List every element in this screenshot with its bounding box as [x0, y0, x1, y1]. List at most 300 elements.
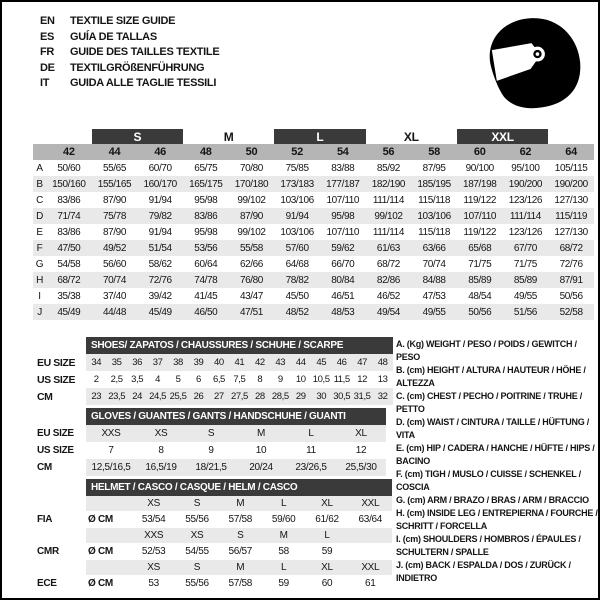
size-row — [37, 371, 393, 388]
measurement-value-cell: 50/56 — [457, 304, 503, 320]
measurement-value-cell: 68/72 — [548, 240, 594, 256]
measurement-value-cell: 60/64 — [194, 258, 218, 270]
helmet-value-cell: 54/55 — [185, 546, 209, 557]
measurement-value-cell: 65/68 — [457, 240, 503, 256]
helmet-value-cell: 59 — [321, 546, 333, 557]
measurement-value-cell: 87/90 — [102, 226, 126, 238]
measurement-value-cell: 119/122 — [463, 194, 497, 206]
language-list — [40, 14, 219, 92]
language-title: TEXTILGRÖßENFÜHRUNG — [70, 61, 205, 74]
measurement-value-cell: 85/89 — [503, 272, 549, 288]
size-group-row — [33, 129, 594, 144]
measurement-row — [33, 240, 594, 256]
standard-label-fia: FIA — [37, 511, 86, 528]
helmet-size-row — [37, 496, 392, 511]
language-row — [40, 30, 219, 46]
measurement-row — [33, 176, 594, 192]
helmet-value-cell: 55/56 — [185, 514, 209, 525]
measurement-value-cell: 50/56 — [559, 290, 583, 302]
size-value-cell: 13 — [377, 374, 388, 385]
helmet-value-cell: 58 — [278, 546, 289, 557]
measurement-value-cell: 41/45 — [194, 290, 218, 302]
helmet-size-cell: XL — [305, 560, 348, 575]
measurement-value-cell: 79/82 — [137, 208, 183, 224]
title-spacer — [37, 479, 86, 496]
measurement-value-cell: 49/54 — [366, 304, 412, 320]
size-group-spacer — [33, 129, 92, 144]
language-title: GUÍA DE TALLAS — [70, 30, 157, 43]
measurement-value-cell: 91/94 — [148, 226, 172, 238]
size-value-cell: 25,5 — [168, 388, 188, 405]
measurement-value-cell: 43/47 — [239, 290, 263, 302]
measurement-value-cell: 71/75 — [468, 258, 492, 270]
measurement-value-cell: 160/170 — [137, 176, 183, 192]
helmet-value-cell: 53/54 — [141, 514, 166, 525]
measurement-value-cell: 51/54 — [137, 240, 183, 256]
size-value-cell: 12,5/16,5 — [86, 459, 136, 476]
size-value-cell: 8 — [158, 445, 164, 456]
diameter-spacer — [86, 560, 132, 575]
row-label: CM — [37, 459, 86, 476]
measurement-value-cell: 61/63 — [366, 240, 412, 256]
helmet-size-cell: XS — [132, 560, 175, 575]
language-title: TEXTILE SIZE GUIDE — [70, 15, 176, 27]
measurement-value-cell: 64/68 — [285, 258, 309, 270]
size-value-cell: 12 — [357, 374, 367, 385]
measurement-value-cell: 57/60 — [274, 240, 320, 256]
measurement-value-cell: 63/66 — [411, 240, 457, 256]
size-value-cell: 24,5 — [147, 388, 167, 405]
row-label: US SIZE — [37, 371, 86, 388]
measurement-value-cell: 165/175 — [183, 176, 229, 192]
measurement-row — [33, 256, 594, 272]
measurement-value-cell: 35/38 — [57, 290, 81, 302]
measurement-value-cell: 48/52 — [274, 304, 320, 320]
measurement-value-cell: 123/126 — [508, 226, 543, 238]
legend-item: C. (cm) CHEST / PECHO / POITRINE / TRUHE / PETTO — [396, 391, 583, 414]
size-value-cell: 7 — [108, 445, 114, 456]
row-label: US SIZE — [37, 442, 86, 459]
measurement-value-cell: 50/60 — [57, 162, 81, 174]
measurement-value-cell: 70/74 — [422, 258, 446, 270]
size-value-cell: 20/24 — [236, 459, 286, 476]
measurement-value-cell: 87/90 — [102, 194, 126, 206]
measurement-value-cell: 60/70 — [148, 162, 172, 174]
language-row — [40, 14, 219, 30]
measurement-value-cell: 115/118 — [418, 194, 451, 206]
measurement-value-cell: 48/53 — [320, 304, 366, 320]
table-title-row — [37, 479, 392, 496]
size-value-cell: 43 — [270, 354, 290, 371]
size-group-xl: XL — [403, 129, 419, 144]
size-value-cell: 32 — [372, 388, 393, 405]
measurement-letter: A — [36, 162, 43, 174]
measurement-value-cell: 177/187 — [320, 176, 366, 192]
measurement-value-cell: 187/198 — [457, 176, 503, 192]
measurement-row — [33, 192, 594, 208]
measurement-value-cell: 45/50 — [285, 290, 309, 302]
helmet-size-cell: XXS — [132, 528, 175, 543]
textile-table-head — [33, 129, 594, 160]
shoes-table-body — [37, 337, 393, 405]
size-group-m: M — [223, 129, 234, 144]
helmet-size-cell: XS — [132, 496, 175, 511]
gloves-size-table — [37, 408, 386, 476]
size-value-cell: 30 — [311, 388, 331, 405]
measurement-value-cell: 44/48 — [92, 304, 138, 320]
measurement-value-cell: 111/114 — [503, 208, 549, 224]
corner-cell — [33, 144, 46, 160]
measurement-value-cell: 48/54 — [468, 290, 492, 302]
measurement-value-cell: 107/110 — [326, 226, 360, 238]
measurement-value-cell: 103/106 — [411, 208, 457, 224]
measurement-value-cell: 56/60 — [102, 258, 126, 270]
language-title: GUIDA ALLE TAGLIE TESSILI — [70, 77, 217, 89]
size-value-cell: 27,5 — [229, 388, 249, 405]
measurement-value-cell: 66/70 — [331, 258, 355, 270]
helmet-value-cell: 63/64 — [358, 514, 383, 525]
helmet-value-row — [37, 575, 392, 592]
size-value-cell: 24 — [127, 388, 147, 405]
size-group-l: L — [274, 129, 365, 144]
measurement-value-cell: 70/74 — [92, 272, 138, 288]
size-value-cell: 28,5 — [270, 388, 290, 405]
measurement-value-cell: 39/42 — [148, 290, 172, 302]
size-number-cell: 48 — [183, 144, 229, 160]
size-value-cell: 6 — [196, 374, 201, 385]
legend-item: F. (cm) TIGH / MUSLO / CUISSE / SCHENKEL / COSCIA — [396, 469, 581, 492]
size-value-cell: 10,5 — [312, 374, 330, 385]
visor-pivot-center — [536, 52, 540, 56]
measurement-value-cell: 47/50 — [46, 240, 92, 256]
size-value-cell: XS — [136, 425, 186, 442]
helmet-size-row — [37, 528, 392, 543]
size-number-cell: 56 — [366, 144, 412, 160]
measurement-value-cell: 55/58 — [229, 240, 275, 256]
measurement-value-cell: 84/88 — [411, 272, 457, 288]
standard-label-cmr: CMR — [37, 543, 86, 560]
size-number-cell: 64 — [548, 144, 594, 160]
legend-item: I. (cm) SHOULDERS / HOMBROS / ÉPAULES / SCHULTERN / SPALLE — [396, 534, 581, 557]
helmet-size-cell: XXL — [349, 496, 392, 511]
gloves-table-body — [37, 408, 386, 476]
measurement-value-cell: 68/72 — [376, 258, 400, 270]
size-value-cell: S — [186, 425, 236, 442]
measurement-value-cell: 173/183 — [274, 176, 320, 192]
measurement-row — [33, 208, 594, 224]
measurement-value-cell: 170/180 — [229, 176, 275, 192]
size-value-cell: XXS — [86, 425, 136, 442]
size-value-cell: 39 — [188, 354, 208, 371]
size-value-cell: 44 — [291, 354, 311, 371]
helmet-value-cell: 53 — [148, 578, 159, 589]
measurement-value-cell: 107/110 — [326, 194, 360, 206]
size-value-cell: 45 — [311, 354, 331, 371]
helmet-size-row — [37, 560, 392, 575]
measurement-value-cell: 115/118 — [418, 226, 451, 238]
measurement-value-cell: 55/65 — [102, 162, 126, 174]
size-row — [37, 425, 386, 442]
size-value-cell: 11 — [306, 445, 316, 456]
measurement-value-cell: 53/56 — [183, 240, 229, 256]
size-value-cell: 23 — [86, 388, 106, 405]
measurement-letter: D — [33, 208, 46, 224]
measurement-row — [33, 272, 594, 288]
size-value-cell: 2,5 — [110, 374, 123, 385]
measurement-value-cell: 127/130 — [554, 226, 588, 238]
helmet-value-cell: 59/60 — [271, 514, 296, 525]
measurement-legend — [396, 338, 600, 585]
legend-item: H. (cm) INSIDE LEG / ENTREPIERNA / FOURCHE / SCHRITT / FORCELLA — [396, 508, 598, 531]
measurement-value-cell: 83/86 — [183, 208, 229, 224]
size-value-cell: 28 — [250, 388, 270, 405]
measurement-value-cell: 103/106 — [280, 226, 314, 238]
measurement-value-cell: 49/55 — [513, 290, 537, 302]
helmet-size-cell: L — [262, 560, 305, 575]
size-value-cell: 48 — [372, 354, 393, 371]
size-number-row — [33, 144, 594, 160]
legend-item: G. (cm) ARM / BRAZO / BRAS / ARM / BRACCIO — [396, 495, 589, 505]
language-code: DE — [40, 61, 55, 74]
size-value-cell: 34 — [86, 354, 106, 371]
measurement-value-cell: 49/52 — [92, 240, 138, 256]
helmet-size-cell: XXL — [349, 560, 392, 575]
measurement-value-cell: 71/75 — [513, 258, 537, 270]
size-number-cell: 42 — [46, 144, 92, 160]
legend-item: B. (cm) HEIGHT / ALTURA / HAUTEUR / HÖHE / ALTEZZA — [396, 365, 586, 388]
size-value-cell: 42 — [250, 354, 270, 371]
measurement-value-cell: 71/74 — [46, 208, 92, 224]
helmet-size-cell: M — [219, 560, 262, 575]
measurement-value-cell: 46/52 — [376, 290, 400, 302]
helmet-size-cell: S — [175, 560, 218, 575]
language-code: ES — [40, 30, 55, 43]
size-group-s: S — [92, 129, 183, 144]
measurement-value-cell: 87/95 — [422, 162, 446, 174]
measurement-value-cell: 111/114 — [372, 194, 404, 206]
size-value-cell: 7,5 — [233, 374, 246, 385]
size-value-cell: 10 — [295, 374, 306, 385]
helmet-size-cell: XS — [175, 528, 218, 543]
size-number-cell: 58 — [411, 144, 457, 160]
language-code: IT — [40, 77, 50, 89]
measurement-value-cell: 127/130 — [554, 194, 588, 206]
helmet-size-cell: S — [219, 528, 262, 543]
size-value-cell: 41 — [229, 354, 249, 371]
measurement-value-cell: 67/70 — [503, 240, 549, 256]
legend-item: J. (cm) BACK / ESPALDA / DOS / ZURÜCK / INDIETRO — [396, 560, 571, 583]
measurement-letter: E — [36, 226, 43, 238]
size-value-cell: 3,5 — [131, 374, 144, 385]
table-title: SHOES/ ZAPATOS / CHAUSSURES / SCHUHE / SCARPE — [86, 337, 393, 354]
measurement-value-cell: 190/200 — [503, 176, 549, 192]
measurement-value-cell: 82/86 — [366, 272, 412, 288]
measurement-value-cell: 99/102 — [237, 194, 266, 206]
size-number-cell: 60 — [457, 144, 503, 160]
size-value-cell: XL — [336, 425, 386, 442]
measurement-value-cell: 87/90 — [229, 208, 275, 224]
measurement-value-cell: 83/88 — [331, 162, 355, 174]
size-number-cell: 52 — [274, 144, 320, 160]
measurement-value-cell: 119/122 — [463, 226, 497, 238]
measurement-value-cell: 59/62 — [320, 240, 366, 256]
measurement-value-cell: 47/53 — [422, 290, 446, 302]
measurement-value-cell: 83/86 — [57, 226, 81, 238]
helmet-value-cell: 61 — [365, 578, 376, 589]
table-title-row — [37, 337, 393, 354]
measurement-letter: B — [33, 176, 46, 192]
helmet-value-row — [37, 511, 392, 528]
legend-item: D. (cm) WAIST / CINTURA / TAILLE / HÜFTUNG / VITA — [396, 417, 589, 440]
measurement-value-cell: 46/51 — [331, 290, 355, 302]
legend-item: A. (Kg) WEIGHT / PESO / POIDS / GEWITCH / PESO — [396, 339, 577, 362]
measurement-value-cell: 47/51 — [229, 304, 275, 320]
measurement-row — [33, 160, 594, 176]
size-value-cell: 2 — [93, 374, 99, 385]
measurement-value-cell: 95/98 — [194, 226, 218, 238]
size-value-cell: 31,5 — [352, 388, 372, 405]
row-label: EU SIZE — [37, 425, 86, 442]
measurement-value-cell: 91/94 — [148, 194, 172, 206]
textile-table-body — [33, 160, 594, 320]
size-value-cell: 46 — [331, 354, 351, 371]
shoes-size-table — [37, 337, 393, 405]
measurement-value-cell: 62/66 — [239, 258, 263, 270]
measurement-value-cell: 58/62 — [148, 258, 172, 270]
measurement-value-cell: 190/200 — [548, 176, 594, 192]
measurement-value-cell: 78/82 — [274, 272, 320, 288]
measurement-value-cell: 46/50 — [183, 304, 229, 320]
measurement-value-cell: 111/114 — [372, 226, 404, 238]
measurement-letter: G — [35, 258, 44, 270]
measurement-value-cell: 87/91 — [548, 272, 594, 288]
size-group-spacer — [548, 129, 594, 144]
size-number-cell: 44 — [92, 144, 138, 160]
size-value-cell: 36 — [127, 354, 147, 371]
measurement-value-cell: 80/84 — [320, 272, 366, 288]
helmet-value-cell: 57/58 — [228, 514, 253, 525]
size-value-cell: 12 — [355, 445, 367, 456]
measurement-value-cell: 103/106 — [280, 194, 314, 206]
row-label — [37, 496, 86, 511]
size-value-cell: 37 — [147, 354, 167, 371]
language-code: FR — [40, 46, 55, 58]
measurement-letter: F — [33, 240, 46, 256]
size-row — [37, 388, 393, 405]
measurement-letter: H — [33, 272, 46, 288]
measurement-value-cell: 95/98 — [194, 194, 218, 206]
table-title-row — [37, 408, 386, 425]
diameter-label: Ø CM — [88, 514, 113, 525]
measurement-value-cell: 45/49 — [137, 304, 183, 320]
title-spacer — [37, 337, 86, 354]
helmet-table-body — [37, 479, 392, 592]
size-number-cell: 50 — [229, 144, 275, 160]
size-value-cell: 6,5 — [212, 374, 225, 385]
measurement-value-cell: 95/98 — [320, 208, 366, 224]
measurement-value-cell: 123/126 — [508, 194, 543, 206]
textile-size-table — [33, 129, 594, 320]
measurement-value-cell: 70/80 — [239, 162, 263, 174]
size-value-cell: 29 — [291, 388, 311, 405]
size-row — [37, 442, 386, 459]
helmet-value-cell: 59 — [278, 578, 289, 589]
measurement-value-cell: 72/76 — [559, 258, 583, 270]
helmet-size-cell: M — [262, 528, 305, 543]
diameter-label: Ø CM — [88, 578, 113, 589]
size-value-cell: 38 — [168, 354, 188, 371]
size-value-cell: 9 — [208, 445, 214, 456]
helmet-value-cell: 55/56 — [185, 578, 209, 589]
size-value-cell: 25,5/30 — [336, 459, 386, 476]
helmet-value-cell: 61/62 — [315, 514, 339, 525]
row-label — [37, 560, 86, 575]
language-row — [40, 45, 219, 61]
size-value-cell: 18/21,5 — [186, 459, 236, 476]
measurement-value-cell: 52/58 — [548, 304, 594, 320]
measurement-value-cell: 91/94 — [274, 208, 320, 224]
row-label: EU SIZE — [37, 354, 86, 371]
measurement-value-cell: 182/190 — [366, 176, 412, 192]
measurement-value-cell: 74/78 — [183, 272, 229, 288]
size-value-cell: 35 — [106, 354, 126, 371]
size-row — [37, 354, 393, 371]
helmet-size-table — [37, 479, 392, 592]
measurement-value-cell: 75/85 — [285, 162, 309, 174]
measurement-value-cell: 99/102 — [237, 226, 266, 238]
standard-label-ece: ECE — [37, 575, 86, 592]
measurement-value-cell: 51/56 — [503, 304, 549, 320]
legend-item: E. (cm) HIP / CADERA / HANCHE / HÜFTE / HIPS / BACINO — [396, 443, 595, 466]
measurement-row — [33, 224, 594, 240]
helmet-value-cell: 52/53 — [141, 546, 166, 557]
size-value-cell: M — [236, 425, 286, 442]
measurement-value-cell: 54/58 — [57, 258, 81, 270]
helmet-value-cell — [349, 543, 392, 560]
diameter-label: Ø CM — [88, 546, 113, 557]
size-value-cell: 10 — [255, 445, 267, 456]
measurement-row — [33, 304, 594, 320]
measurement-letter: C — [36, 194, 43, 206]
measurement-value-cell: 68/72 — [46, 272, 92, 288]
table-title: GLOVES / GUANTES / GANTS / HANDSCHUHE / GUANTI — [86, 408, 386, 425]
measurement-row — [33, 288, 594, 304]
size-value-cell: 16,5/19 — [136, 459, 186, 476]
size-value-cell: 47 — [352, 354, 372, 371]
helmet-value-cell: 57/58 — [228, 578, 253, 589]
size-number-cell: 62 — [503, 144, 549, 160]
row-label — [37, 528, 86, 543]
helmet-size-cell: L — [305, 528, 348, 543]
language-title: GUIDE DES TAILLES TEXTILE — [70, 46, 220, 58]
helmet-value-cell: 60 — [321, 578, 333, 589]
measurement-value-cell: 95/100 — [511, 162, 540, 174]
helmet-size-cell: S — [175, 496, 218, 511]
diameter-spacer — [86, 496, 132, 511]
measurement-letter: I — [38, 290, 41, 302]
measurement-value-cell: 49/55 — [411, 304, 457, 320]
measurement-value-cell: 76/80 — [229, 272, 275, 288]
size-value-cell: 9 — [277, 374, 283, 385]
helmet-size-cell: M — [219, 496, 262, 511]
measurement-value-cell: 75/78 — [92, 208, 138, 224]
helmet-value-row — [37, 543, 392, 560]
measurement-value-cell: 150/160 — [46, 176, 92, 192]
helmet-size-cell: XL — [305, 496, 348, 511]
size-value-cell: 23,5 — [106, 388, 126, 405]
measurement-value-cell: 83/86 — [57, 194, 81, 206]
measurement-value-cell: 99/102 — [366, 208, 412, 224]
